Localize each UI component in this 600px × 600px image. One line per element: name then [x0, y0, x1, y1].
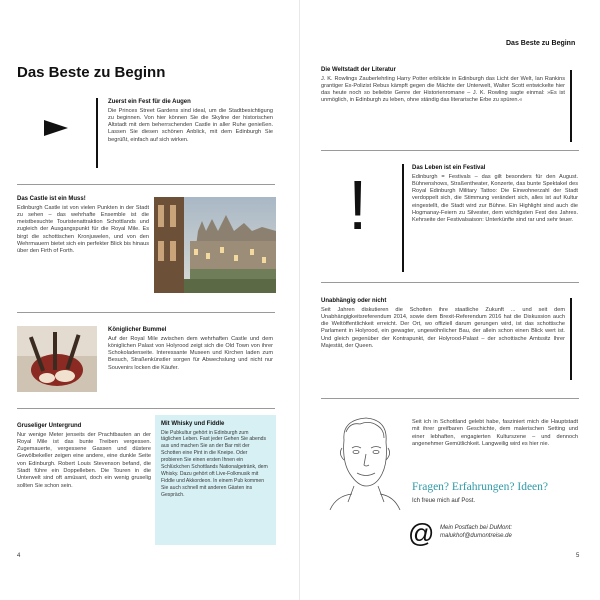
divider — [17, 184, 275, 185]
unabhaengig-text: Seit Jahren diskutieren die Schotten ihre staatliche Zukunft ... und seit dem Unabhängigkeitsreferendum 2014, sowie dem Brexit-Referendum 2016 hat die Diskussion auch die Weltöffentlichkeit erreicht. Der Ort, wo offiziell darum gerungen wird, ist das schottische Parlament in Holyrood, ein gewagter, ungewöhnlicher Bau, der allein schon einen Blick wert ist. Und gleich gegenüber der Kontrapunkt, der Holyrood-Palast – der schottische Amtssitz Ihrer Majestät, der Queen. — [321, 306, 565, 349]
right-page — [300, 0, 600, 600]
section-marker — [570, 298, 572, 380]
whisky-heading: Mit Whisky und Fiddle — [161, 421, 225, 427]
literatur-block — [321, 67, 565, 105]
contact-reply: Ich freue mich auf Post. — [412, 498, 476, 504]
intro-block — [108, 99, 273, 144]
divider — [17, 312, 275, 313]
page-number: 4 — [17, 553, 21, 559]
castle-block — [17, 196, 149, 256]
author-block — [412, 419, 578, 448]
mail-label: Mein Postfach bei DuMont: — [440, 525, 513, 531]
running-header: Das Beste zu Beginn — [506, 40, 576, 47]
divider — [321, 150, 579, 151]
bagpiper-photo — [17, 326, 97, 392]
mail-address[interactable]: malukhof@dumontreise.de — [440, 533, 512, 539]
page-title: Das Beste zu Beginn — [17, 64, 166, 81]
literatur-heading: Die Weltstadt der Literatur — [321, 67, 396, 73]
unabhaengig-heading: Unabhängig oder nicht — [321, 298, 387, 304]
divider — [321, 282, 579, 283]
bummel-block — [108, 327, 273, 372]
literatur-text: J. K. Rowlings Zauberlehrling Harry Potter erblickte in Edinburgh das Licht der Welt, Ian Rankins grantiger Ex-Polizist Rebus kämpft gegen die Mächte der Unterwelt, Walter Scott entwickelte hier das heute noch so beliebte Genre der Historienromane – J. K. Rowling sagte einmal: »Es ist unmöglich, in Edinburgh zu leben, ohne ständig das literarische Erbe zu spüren.« — [321, 75, 565, 104]
section-marker — [570, 70, 572, 142]
castle-heading: Das Castle ist ein Muss! — [17, 196, 86, 202]
untergrund-block — [17, 423, 151, 490]
untergrund-text: Nur wenige Meter jenseits der Prachtbauten an der Royal Mile ist das bunte Treiben vergessen. Zugemauerte, vergessene Gassen und düstere Gewölbekeller zeigen eine andere, eine dunkle Seite von Edinburgh. Robert Louis Stevenson befand, die Stadt führe ein Doppelleben. Die Touren in die Unterwelt sind oft amüsant, doch ein wenig gruselig sollten Sie schon sein. — [17, 431, 151, 489]
mail-block — [440, 524, 512, 540]
contact-question: Fragen? Erfahrungen? Ideen? — [412, 481, 549, 493]
page-number: 5 — [576, 553, 580, 559]
bummel-heading: Königlicher Bummel — [108, 327, 167, 333]
castle-photo — [154, 197, 276, 293]
festival-block — [412, 165, 578, 225]
intro-text: Die Princes Street Gardens sind ideal, um die Stadtbesichtigung zu beginnen. Von hier können Sie die Skyline der historischen Altstadt mit dem beherrschenden Castle in aller Ruhe genießen. Lassen Sie diesen schönen Anblick, mit dem Edinburgh Sie begrüßt, einfach auf sich wirken. — [108, 107, 273, 143]
divider — [17, 408, 275, 409]
play-arrow-icon — [44, 120, 68, 136]
bummel-text: Auf der Royal Mile zwischen dem wehrhaften Castle und dem königlichen Palast von Holyrood zeigt sich die Old Town von ihrer Schokoladenseite. Interessante Museen und Kirchen laden zum Besuch, Straßenkünstler sorgen für Abwechslung und nicht nur Souvenirs locken die Käufer. — [108, 335, 273, 371]
festival-text: Edinburgh = Festivals – das gilt besonders für den August. Bühnenshows, Straßentheater, Konzerte, das bunte Spektakel des Royal Edinburgh Military Tattoo: Die Einwohnerzahl der Stadt verdoppelt sich, die Stimmung verändert sich, alles ist auf Kultur eingestellt, die Stadt wird zur Bühne. Ein Highlight sind auch die Hogmanay-Feiern zu Silvester, dem wichtigsten Fest des Jahres. Kehrseite der Festivalsaison: Unterkünfte sind rar und sehr teuer. — [412, 173, 578, 224]
at-icon: @ — [408, 518, 435, 548]
section-marker — [96, 98, 98, 168]
section-marker — [402, 164, 404, 272]
whisky-text: Die Pubkultur gehört in Edinburgh zum täglichen Leben. Fast jeder Gehen Sie abends aus und machen Sie an der Bar mit der Schotten eine Pint in die Kneipe. Oder probieren Sie einen ersten Ihnen ein Schlückchen Schottlands Nationalgetränk, dem Whisky. Dazu gehört oft Live-Folkmusik mit Fiddle und Akkordeon. In einem Pub kommen Sie auch schnell mit anderen Gästen ins Gespräch. — [161, 429, 268, 498]
festival-heading: Das Leben ist ein Festival — [412, 165, 486, 171]
untergrund-heading: Gruseliger Untergrund — [17, 423, 82, 429]
castle-text: Edinburgh Castle ist von vielen Punkten in der Stadt zu sehen – das wehrhafte Ensemble ist die meistbesuchte Touristenattraktion Schottlands und zugleich der Ausgangspunkt für die Royal Mile. Es birgt die schottischen Kronjuwelen, und von den Wehrmauern bietet sich ein perfekter Blick bis hinaus über den Firth of Forth. — [17, 204, 149, 255]
whisky-box — [155, 415, 276, 545]
unabhaengig-block — [321, 298, 565, 350]
author-text: Seit ich in Schottland gelebt habe, fasziniert mich die Hauptstadt mit ihrer greifbaren Geschichte, dem malerischen Setting und einer lebhaften, engagierten Kulturszene – und dennoch angenehmer Gemütlichkeit. Langweilig wird es hier nie. — [412, 419, 578, 447]
exclamation-icon: ! — [348, 166, 368, 244]
author-portrait — [326, 410, 404, 510]
divider — [321, 398, 579, 399]
intro-heading: Zuerst ein Fest für die Augen — [108, 99, 191, 105]
